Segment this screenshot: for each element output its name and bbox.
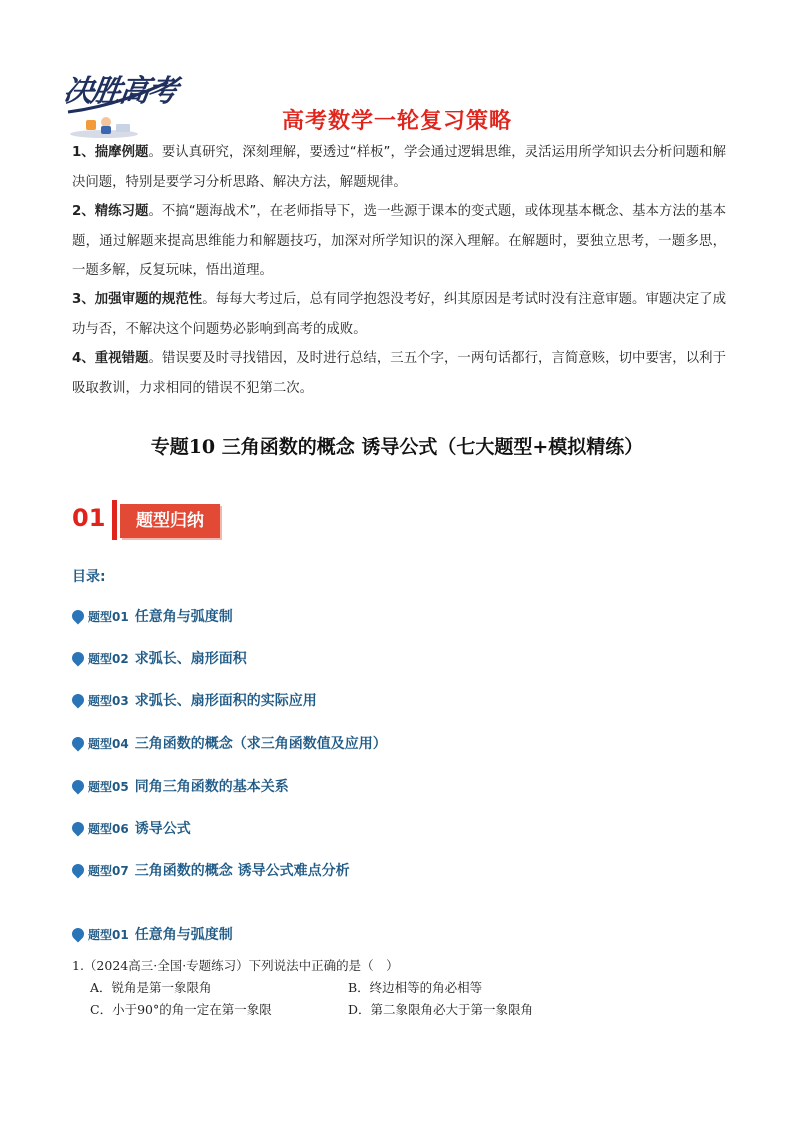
toc-item-title: 任意角与弧度制 xyxy=(134,609,233,625)
toc-item-number: 题型04 xyxy=(88,736,129,751)
toc-item-number: 题型05 xyxy=(88,779,129,794)
toc-item-03[interactable] xyxy=(72,690,317,710)
toc-item-number: 题型03 xyxy=(88,693,129,708)
toc-item-title: 诱导公式 xyxy=(134,821,191,837)
option-b: B．终边相等的角必相等 xyxy=(348,980,483,995)
page-title: 高考数学一轮复习策略 xyxy=(281,109,512,134)
toc-item-07[interactable] xyxy=(72,860,350,880)
strategy-body: 。错误要及时寻找错因，及时进行总结，三五个字，一两句话都行，言简意赅，切中要害，以利于吸取教训，力求相同的错误不犯第二次。 xyxy=(72,351,726,396)
strategy-paragraph-2 xyxy=(72,197,726,286)
location-pin-icon xyxy=(70,735,87,752)
location-pin-icon xyxy=(70,778,87,795)
toc-item-title: 三角函数的概念（求三角函数值及应用） xyxy=(134,736,387,752)
question-stem: 1.（2024高三·全国·专题练习）下列说法中正确的是（ ） xyxy=(72,958,399,973)
location-pin-icon xyxy=(70,650,87,667)
location-pin-icon xyxy=(70,862,87,879)
strategy-paragraph-3 xyxy=(72,285,726,344)
toc-item-number: 题型01 xyxy=(88,609,129,624)
toc-item-06[interactable] xyxy=(72,818,191,838)
toc-item-number: 题型06 xyxy=(88,821,129,836)
toc-item-04[interactable] xyxy=(72,733,387,753)
question-section-heading xyxy=(72,924,233,944)
location-pin-icon xyxy=(70,820,87,837)
topic-title: 专题10 三角函数的概念 诱导公式（七大题型+模拟精练） xyxy=(150,436,644,458)
strategy-body: 。每每大考过后，总有同学抱怨没考好，纠其原因是考试时没有注意审题。审题决定了成功与否，不解决这个问题势必影响到高考的成败。 xyxy=(72,292,726,337)
option-c: C．小于90°的角一定在第一象限 xyxy=(90,1002,272,1017)
toc-item-02[interactable] xyxy=(72,648,247,668)
strategy-paragraph-4 xyxy=(72,344,726,403)
strategy-body: 。不搞“题海战术”，在老师指导下，选一些源于课本的变式题，或体现基本概念、基本方法的基本题，通过解题来提高思维能力和解题技巧，加深对所学知识的深入理解。在解题时，要独立思考，一题多思，一题多解，反复玩味，悟出道理。 xyxy=(72,204,726,278)
option-a: A．锐角是第一象限角 xyxy=(90,980,212,995)
section-number: 01 xyxy=(72,504,106,532)
toc-item-01[interactable] xyxy=(72,606,233,626)
toc-item-number: 题型02 xyxy=(88,651,129,666)
toc-item-05[interactable] xyxy=(72,776,289,796)
strategy-heading: 3、加强审题的规范性 xyxy=(72,292,203,307)
strategy-paragraph-1 xyxy=(72,138,726,197)
toc-item-title: 同角三角函数的基本关系 xyxy=(134,779,289,795)
toc-label: 目录: xyxy=(72,569,106,585)
toc-item-number: 题型07 xyxy=(88,863,129,878)
toc-item-title: 三角函数的概念 诱导公式难点分析 xyxy=(134,863,350,879)
location-pin-icon xyxy=(70,692,87,709)
question-section-number: 题型01 xyxy=(88,927,129,942)
question-section-title: 任意角与弧度制 xyxy=(134,927,233,943)
strategy-heading: 1、揣摩例题 xyxy=(72,145,149,160)
location-pin-icon xyxy=(70,608,87,625)
option-d: D．第二象限角必大于第一象限角 xyxy=(348,1002,534,1017)
section-divider xyxy=(112,500,117,540)
toc-item-title: 求弧长、扇形面积 xyxy=(134,651,247,667)
location-pin-icon xyxy=(70,926,87,943)
logo-text: 决胜高考 xyxy=(61,74,178,109)
section-label: 题型归纳 xyxy=(120,504,220,538)
toc-item-title: 求弧长、扇形面积的实际应用 xyxy=(134,693,317,709)
strategy-heading: 2、精练习题 xyxy=(72,204,149,219)
strategy-heading: 4、重视错题 xyxy=(72,351,149,366)
strategy-body: 。要认真研究，深刻理解，要透过“样板”，学会通过逻辑思维，灵活运用所学知识去分析问题和解决问题，特别是要学习分析思路、解决方法，解题规律。 xyxy=(72,145,726,190)
